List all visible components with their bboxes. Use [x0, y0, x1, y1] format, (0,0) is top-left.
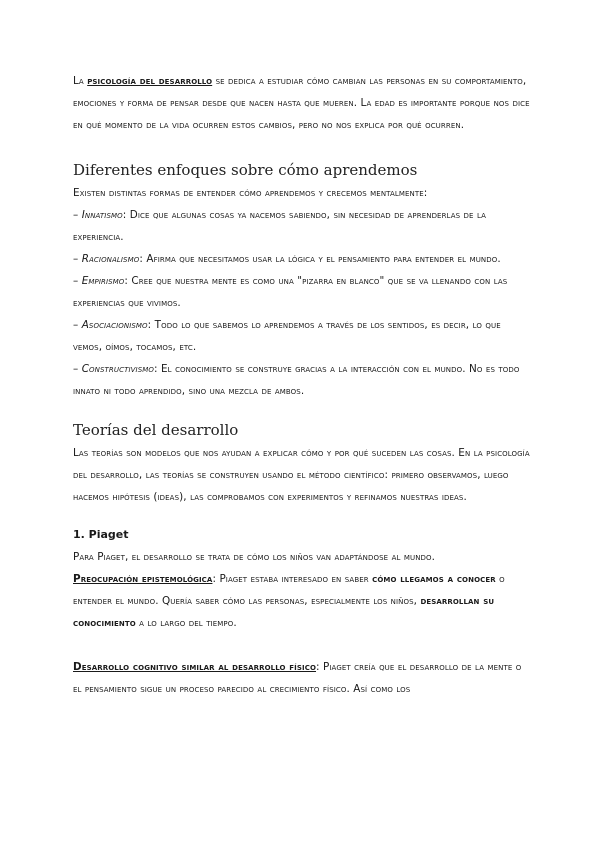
piaget-desarrollo-cognitivo	[73, 656, 533, 700]
enfoques-heading: Diferentes enfoques sobre cómo aprendemos	[73, 161, 418, 179]
desarrollo-cognitivo-term: Desarrollo cognitivo similar al desarrollo físico	[73, 661, 317, 673]
item-term: Constructivismo	[81, 363, 154, 375]
spacer	[73, 508, 533, 524]
intro-text-start: La	[73, 75, 88, 87]
document-content	[73, 70, 533, 700]
spacer	[73, 136, 533, 158]
enfoque-item-innatismo	[73, 204, 533, 248]
item-text: : Afirma que necesitamos usar la lógica y el pensamiento para entender el mundo.	[139, 253, 501, 265]
epistemologia-text: : Piaget estaba interesado en saber	[212, 573, 373, 585]
item-text: : Dice que algunas cosas ya nacemos sabiendo, sin necesidad de aprenderlas de la experiencia.	[73, 209, 487, 243]
epistemologia-term: Preocupación epistemológica	[73, 573, 213, 585]
intro-text-rest: se dedica a estudiar cómo cambian las personas en su comportamiento, emociones y forma de pensar desde que nacen hasta que mueren. La edad es importante porque nos dice en qué momento de la vida ocurren estos cambios, pero no nos explica por qué ocurren.	[73, 75, 530, 131]
enfoque-item-asociacionismo	[73, 314, 533, 358]
item-dash: –	[73, 275, 82, 287]
item-dash: –	[73, 209, 82, 221]
enfoque-item-racionalismo	[73, 248, 533, 270]
item-term: Asociacionismo	[81, 319, 148, 331]
item-dash: –	[73, 319, 82, 331]
item-text: : El conocimiento se construye gracias a la interacción con el mundo. No es todo innato ni todo aprendido, sino una mezcla de ambos.	[73, 363, 520, 397]
piaget-intro: Para Piaget, el desarrollo se trata de cómo los niños van adaptándose al mundo.	[73, 551, 436, 563]
epistemologia-text: a lo largo del tiempo.	[135, 617, 237, 629]
item-text: : Cree que nuestra mente es como una "pizarra en blanco" que se va llenando con las experiencias que vivimos.	[73, 275, 508, 309]
desarrollo-cognitivo-text: : Piaget creía que el desarrollo de la mente o el pensamiento sigue un proceso parecido al crecimiento físico. Así como los	[73, 661, 522, 695]
teorias-heading: Teorías del desarrollo	[73, 421, 239, 439]
intro-paragraph	[73, 70, 533, 136]
piaget-epistemologia	[73, 568, 533, 634]
item-text: : Todo lo que sabemos lo aprendemos a través de los sentidos, es decir, lo que vemos, oímos, tocamos, etc.	[73, 319, 501, 353]
item-term: Innatismo	[81, 209, 123, 221]
spacer	[73, 634, 533, 656]
spacer	[73, 402, 533, 418]
enfoque-item-constructivismo	[73, 358, 533, 402]
enfoques-lead: Existen distintas formas de entender cómo aprendemos y crecemos mentalmente:	[73, 187, 428, 199]
intro-term: psicología del desarrollo	[87, 75, 213, 87]
teorias-paragraph: Las teorías son modelos que nos ayudan a explicar cómo y por qué suceden las cosas. En la psicología del desarrollo, las teorías se construyen usando el método científico: primero observamos, luego hacemos hipótesis (ideas), las comprobamos con experimentos y refinamos nuestras ideas.	[73, 447, 530, 503]
epistemologia-text: o entender el mundo. Quería saber cómo las personas, especialmente los niños,	[73, 573, 505, 607]
item-term: Racionalismo	[81, 253, 140, 265]
enfoque-item-empirismo	[73, 270, 533, 314]
piaget-heading: 1. Piaget	[73, 528, 129, 541]
item-term: Empirismo	[81, 275, 125, 287]
item-dash: –	[73, 253, 82, 265]
epistemologia-bold: cómo llegamos a conocer	[372, 573, 496, 585]
epistemologia-bold: desarrollan su conocimiento	[73, 595, 495, 629]
item-dash: –	[73, 363, 82, 375]
